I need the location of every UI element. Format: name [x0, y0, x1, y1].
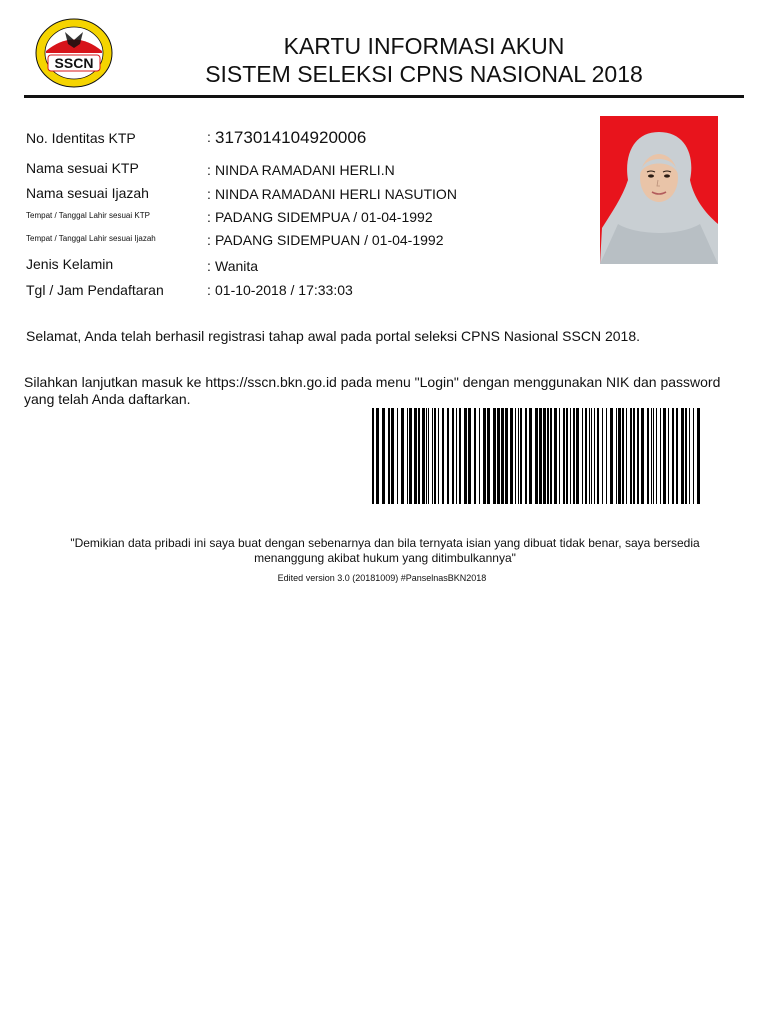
nik-label: No. Identitas KTP [26, 130, 136, 146]
nama-ktp-label: Nama sesuai KTP [26, 160, 139, 176]
ttl-ijazah-label: Tempat / Tanggal Lahir sesuai Ijazah [26, 234, 156, 243]
ttl-ktp-colon: : [207, 209, 211, 225]
nama-ijazah-colon: : [207, 186, 211, 202]
jenis-kelamin-label: Jenis Kelamin [26, 256, 114, 272]
nik-colon: : [207, 129, 211, 145]
nama-ktp-value: NINDA RAMADANI HERLI.N [215, 162, 395, 178]
title-line-1: KARTU INFORMASI AKUN [283, 33, 565, 59]
ttl-ktp-value: PADANG SIDEMPUA / 01-04-1992 [215, 209, 433, 225]
jenis-kelamin-value: Wanita [215, 258, 259, 274]
tgl-daftar-value: 01-10-2018 / 17:33:03 [215, 282, 353, 298]
nama-ijazah-value: NINDA RAMADANI HERLI NASUTION [215, 186, 457, 202]
tgl-daftar-colon: : [207, 282, 211, 298]
ttl-ijazah-colon: : [207, 232, 211, 248]
nama-ijazah-label: Nama sesuai Ijazah [26, 185, 149, 201]
success-message: Selamat, Anda telah berhasil registrasi tahap awal pada portal seleksi CPNS Nasional SSCN 2018. [26, 328, 641, 344]
header-divider [24, 95, 744, 98]
profile-photo-illustration [600, 116, 718, 264]
login-instruction: Silahkan lanjutkan masuk ke https://sscn.bkn.go.id pada menu "Login" dengan menggunakan NIK dan password yang telah Anda daftarkan. [24, 374, 721, 407]
jenis-kelamin-colon: : [207, 258, 211, 274]
declaration-statement: "Demikian data pribadi ini saya buat dengan sebenarnya dan bila ternyata isian yang dibuat tidak benar, saya bersedia menanggung akibat hukum yang ditimbulkannya" [70, 536, 700, 565]
registration-barcode [372, 408, 704, 504]
ttl-ijazah-value: PADANG SIDEMPUAN / 01-04-1992 [215, 232, 444, 248]
nik-value: 3173014104920006 [215, 128, 367, 147]
title-line-2: SISTEM SELEKSI CPNS NASIONAL 2018 [205, 61, 643, 87]
document-title [130, 32, 718, 88]
profile-photo [600, 116, 718, 264]
svg-text:SSCN: SSCN [54, 55, 94, 71]
sscn-logo [34, 18, 114, 88]
tgl-daftar-label: Tgl / Jam Pendaftaran [26, 282, 164, 298]
edited-version-note: Edited version 3.0 (20181009) #PanselnasBKN2018 [277, 573, 487, 583]
nama-ktp-colon: : [207, 162, 211, 178]
ttl-ktp-label: Tempat / Tanggal Lahir sesuai KTP [26, 211, 150, 220]
